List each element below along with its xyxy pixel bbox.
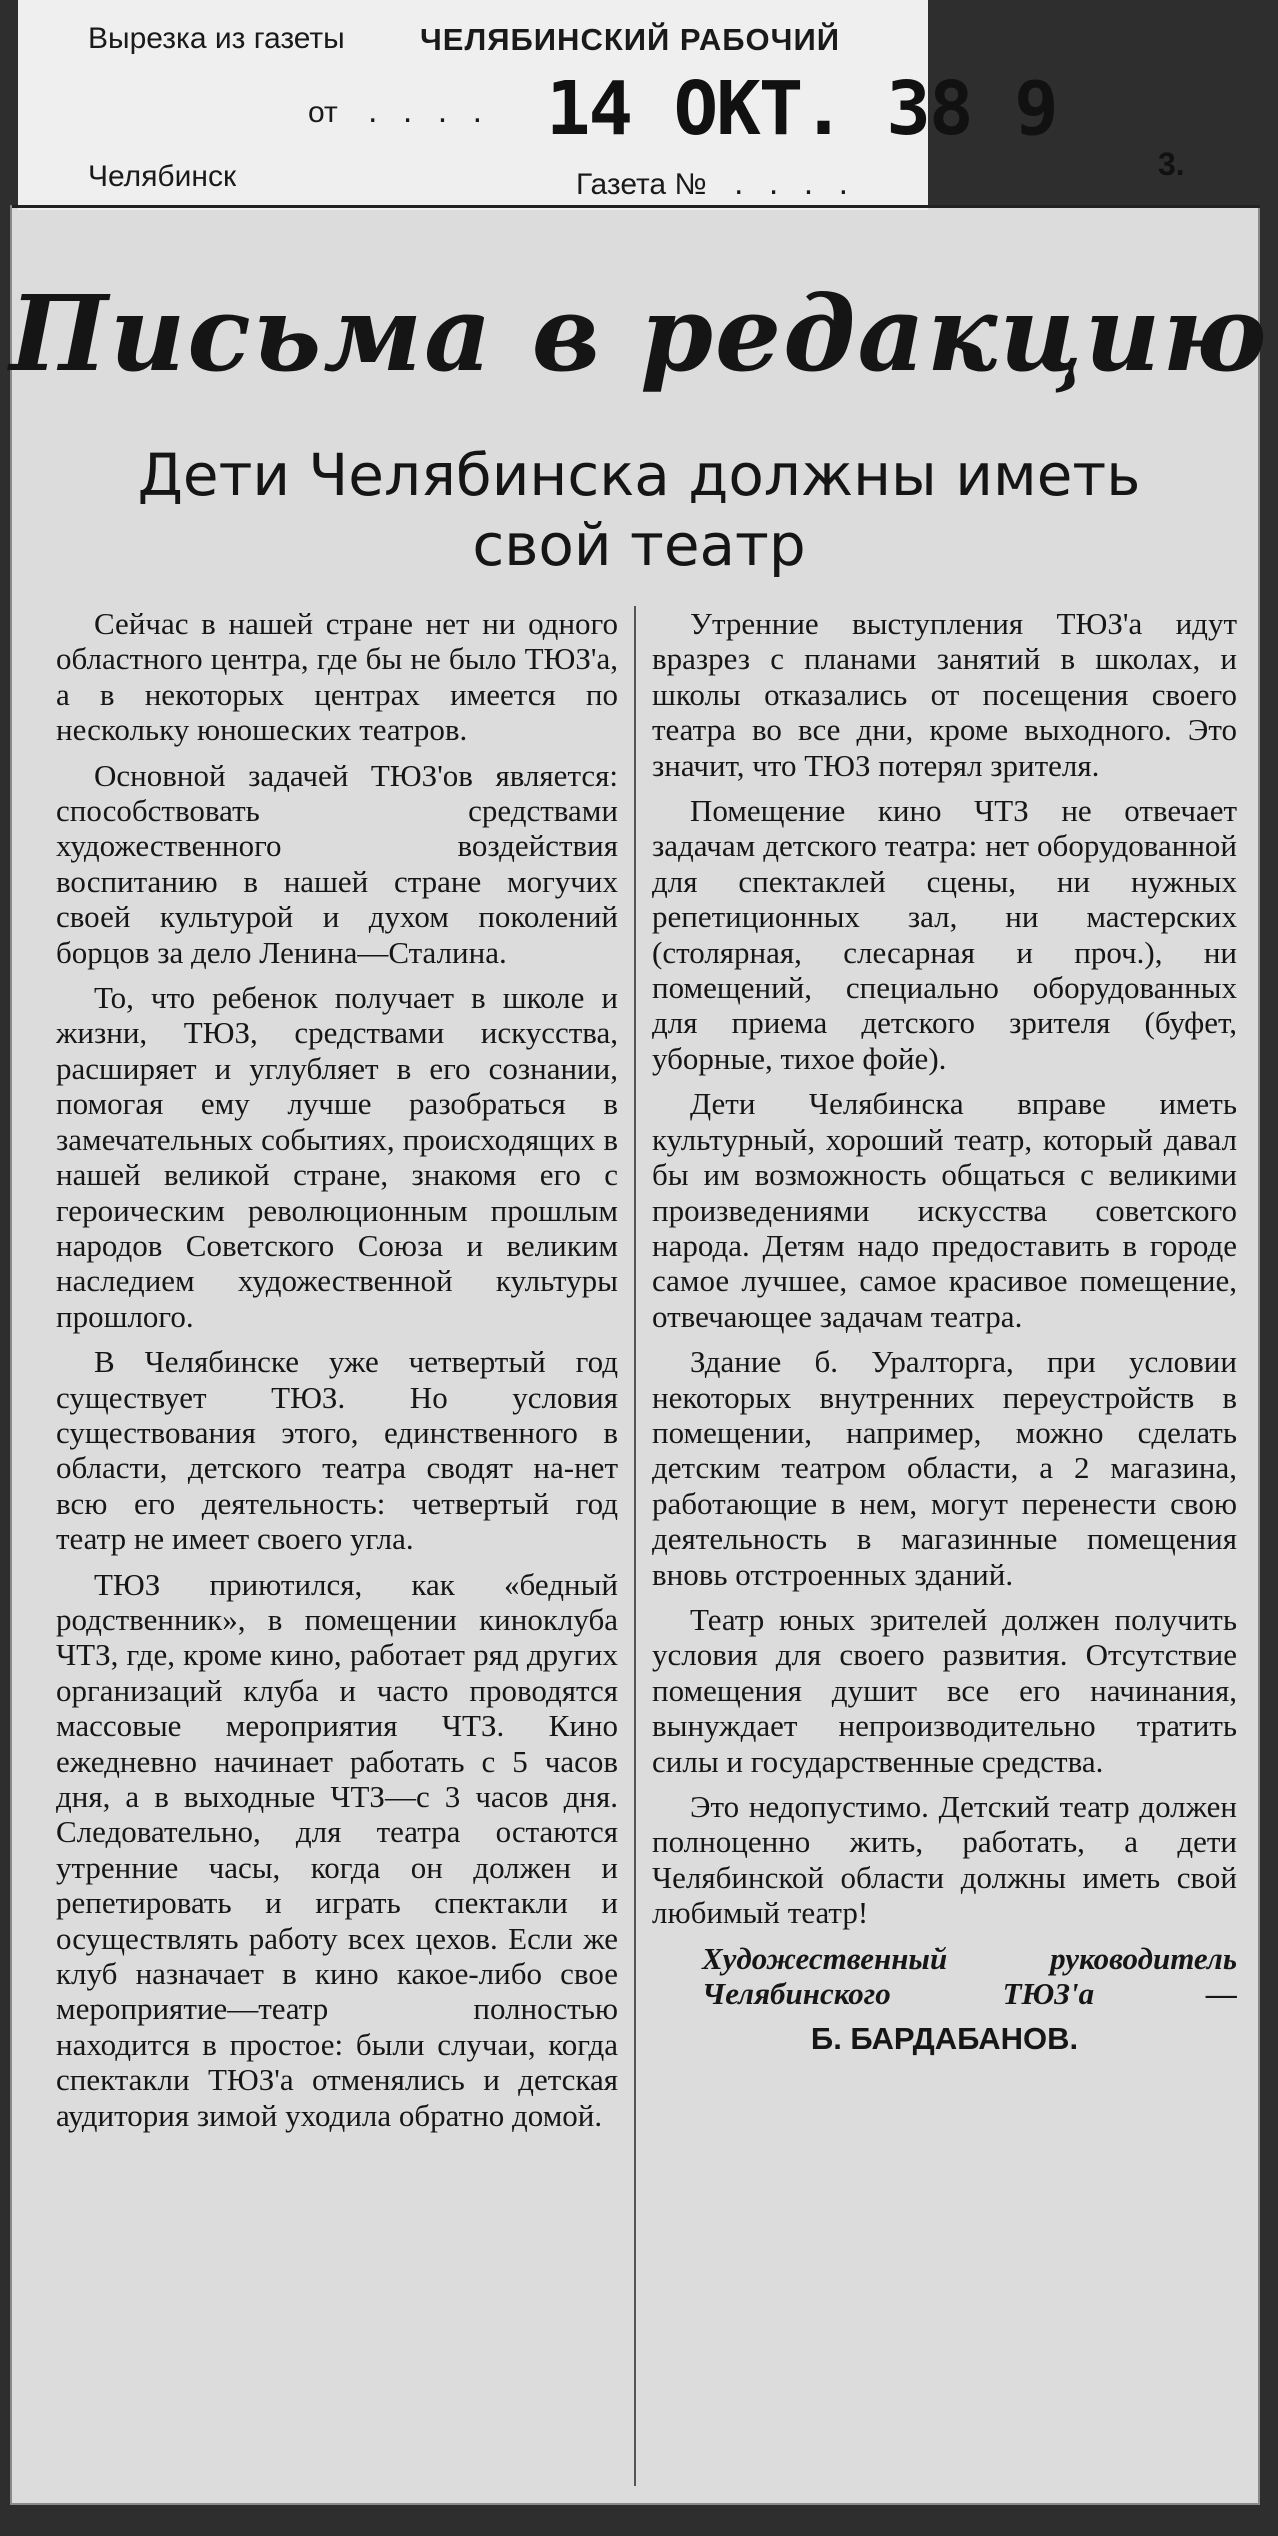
right-column [652, 606, 1237, 2067]
paragraph: В Челябинске уже четвертый год существует ТЮЗ. Но условия существования этого, единственного в области, детского театра сводят на-нет всю его деятельность: четвертый год театр не имеет своего угла. [56, 1344, 618, 1557]
headline-line-2: свой театр [472, 511, 806, 579]
paragraph: Основной задачей ТЮЗ'ов является: способствовать средствами художественного воздействия воспитанию в нашей стране могучих своей культурой и духом поколений борцов за дело Ленина—Сталина. [56, 757, 618, 970]
paragraph: То, что ребенок получает в школе и жизни, ТЮЗ, средствами искусства, расширяет и углубляет в его сознании, помогая ему лучше разобраться в замечательных событиях, происходящих в нашей великой стране, знакомя его с героическим революционным прошлым народов Советского Союза и великим наследием художественной культуры прошлого. [56, 980, 618, 1334]
left-column [56, 606, 618, 2143]
signature-name: Б. БАРДАБАНОВ. [810, 2021, 1079, 2057]
label-newspaper: ЧЕЛЯБИНСКИЙ РАБОЧИЙ [420, 22, 841, 57]
date-stamp: 14 ОКТ. 38 9 [546, 66, 1057, 152]
paragraph: Помещение кино ЧТЗ не отвечает задачам детского театра: нет оборудованной для спектаклей сцены, ни нужных репетиционных зал, ни мастерских (столярная, слесарная и проч.), ни помещений, специально оборудованных для приема детского зрителя (буфет, уборные, тихое фойе). [652, 793, 1237, 1076]
label-from-dots: . . . . [368, 92, 491, 130]
headline-line-1: Дети Челябинска должны иметь [137, 441, 1141, 509]
label-prefix: Вырезка из газеты [88, 22, 345, 55]
column-divider [634, 606, 636, 2486]
label-city: Челябинск [88, 160, 237, 193]
paragraph: Утренние выступления ТЮЗ'а идут вразрез с планами занятий в школах, и школы отказались от посещения своего театра во все дни, кроме выходного. Это значит, что ТЮЗ потерял зрителя. [652, 606, 1237, 783]
signature-role: Художественный руководитель Челябинского ТЮЗ'а — [702, 1940, 1237, 2012]
rubric-title: Письма в редакцию [9, 272, 1269, 395]
clipping-label [18, 0, 1057, 210]
article-headline [0, 440, 1278, 580]
label-from: от [308, 96, 338, 129]
page-number: 3. [1158, 146, 1185, 182]
paragraph: Здание б. Уралторга, при условии некоторых внутренних переустройств в помещении, например, можно сделать детским театром области, а 2 магазина, работающие в нем, могут перенести свою деятельность в магазинные помещения вновь отстроенных зданий. [652, 1344, 1237, 1592]
paragraph: Дети Челябинска вправе иметь культурный, хороший театр, который давал бы им возможность общаться с великими произведениями искусства советского народа. Детям надо предоставить в городе самое лучшее, самое красивое помещение, отвечающее задачам театра. [652, 1086, 1237, 1334]
paragraph: Это недопустимо. Детский театр должен полноценно жить, работать, а дети Челябинской области должны иметь свой любимый театр! [652, 1789, 1237, 1931]
paragraph: Сейчас в нашей стране нет ни одного областного центра, где бы не было ТЮЗ'а, а в некоторых центрах имеется по нескольку юношеских театров. [56, 606, 618, 748]
top-rule [12, 205, 1260, 208]
paragraph: Театр юных зрителей должен получить условия для своего развития. Отсутствие помещения душит все его начинания, вынуждает непроизводительно тратить силы и государственные средства. [652, 1601, 1237, 1779]
label-issue: Газета № [576, 168, 707, 201]
label-issue-dots: . . . . [734, 164, 857, 202]
paragraph: ТЮЗ приютился, как «бедный родственник», в помещении киноклуба ЧТЗ, где, кроме кино, работает ряд других организаций клуба и часто проводятся массовые мероприятия ЧТЗ. Кино ежедневно начинает работать с 5 часов дня, а в выходные ЧТЗ—с 3 часов дня. Следовательно, для театра остаются утренние часы, когда он должен и репетировать и играть спектакли и осуществлять работу всех цехов. Если же клуб назначает в кино какое-либо свое мероприятие—театр полностью находится в простое: были случаи, когда спектакли ТЮЗ'а отменялись и детская аудитория зимой уходила обратно домой. [56, 1566, 618, 2133]
